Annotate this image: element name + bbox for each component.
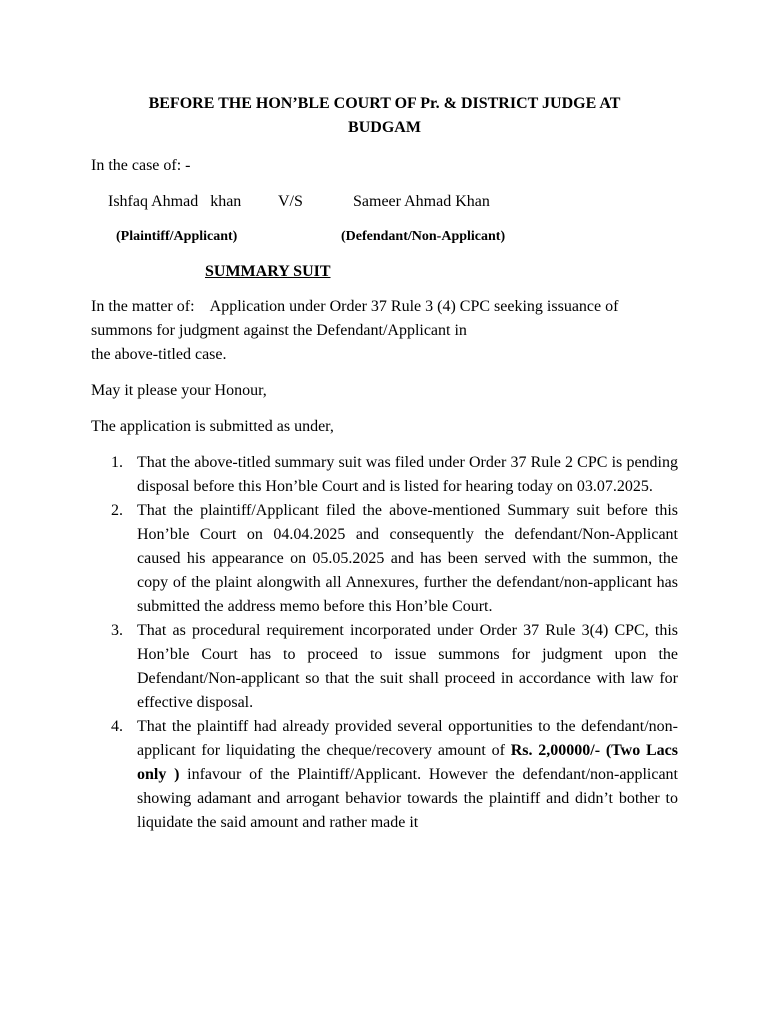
case-intro: In the case of: -: [91, 157, 191, 174]
defendant-role: (Defendant/Non-Applicant): [341, 229, 506, 244]
parties-line: [91, 190, 678, 214]
application-intro: The application is submitted as under,: [91, 418, 334, 435]
defendant-name: Sameer Ahmad Khan: [353, 193, 490, 210]
court-title-line-2: BUDGAM: [348, 119, 421, 136]
court-title: [91, 92, 678, 140]
plaintiff-name: Ishfaq Ahmad khan: [108, 193, 242, 210]
versus-label: V/S: [278, 193, 303, 210]
court-title-line-1: BEFORE THE HON’BLE COURT OF Pr. & DISTRICT JUDGE AT: [148, 95, 621, 112]
list-item-text: That the above-titled summary suit was filed under Order 37 Rule 2 CPC is pending disposal before this Hon’ble Court and is listed for hearing today on 03.07.2025.: [137, 454, 678, 495]
plaintiff-role: (Plaintiff/Applicant): [116, 229, 238, 244]
matter-text-3: the above-titled case.: [91, 346, 227, 363]
list-item-number: 2.: [111, 502, 123, 519]
document-heading: SUMMARY SUIT: [205, 263, 331, 280]
matter-paragraph: [91, 295, 678, 367]
list-item: [91, 451, 678, 499]
list-item-text-before: That the plaintiff had already provided several opportunities to the defendant/non-applicant for liquidating the cheque/recovery amount of: [137, 718, 678, 759]
matter-text-2: summons for judgment against the Defendant/Applicant in: [91, 322, 467, 339]
party-roles-line: [91, 226, 678, 248]
list-item: [91, 619, 678, 715]
list-item: [91, 715, 678, 835]
matter-text-1: Application under Order 37 Rule 3 (4) CPC seeking issuance of: [209, 298, 619, 315]
list-item-number: 4.: [111, 718, 123, 735]
matter-label: In the matter of:: [91, 298, 195, 315]
list-item-text: That the plaintiff/Applicant filed the above-mentioned Summary suit before this Hon’ble Court on 04.04.2025 and consequently the defendant/Non-Applicant caused his appearance on 05.05.2025 and has been served with the summon, the copy of the plaint alongwith all Annexures, further the defendant/non-applicant has submitted the address memo before this Hon’ble Court.: [137, 502, 678, 615]
matter-line-1: [91, 295, 678, 319]
list-item: [91, 499, 678, 619]
document-page: [91, 92, 678, 835]
points-list: [91, 451, 678, 835]
list-item-number: 1.: [111, 454, 123, 471]
list-item-text-after: infavour of the Plaintiff/Applicant. However the defendant/non-applicant showing adamant and arrogant behavior towards the plaintiff and didn’t bother to liquidate the said amount and rather made it: [137, 766, 678, 831]
list-item-number: 3.: [111, 622, 123, 639]
list-item-text: That as procedural requirement incorporated under Order 37 Rule 3(4) CPC, this Hon’ble Court has to proceed to issue summons for judgment upon the Defendant/Non-applicant so that the suit shall proceed in accordance with law for effective disposal.: [137, 622, 678, 711]
salutation: May it please your Honour,: [91, 382, 267, 399]
amount-bold: Rs. 2,00000/- (Two Lacs only ): [137, 742, 679, 783]
